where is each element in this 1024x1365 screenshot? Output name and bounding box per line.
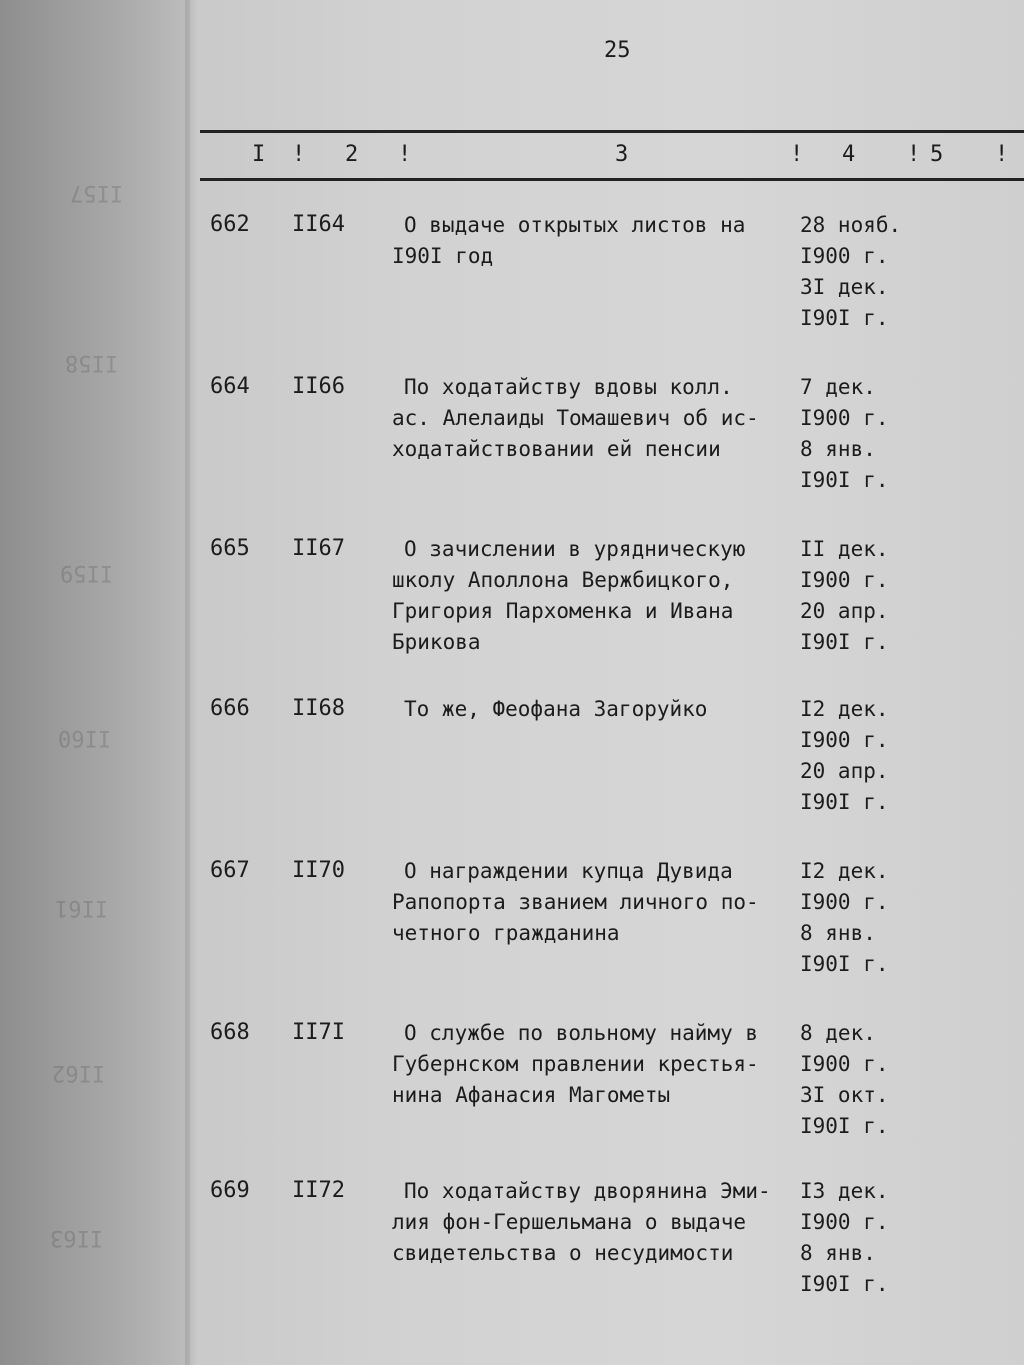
row-date-line: I900 г. [800,244,889,268]
row-dates [800,534,889,658]
row-dates [800,856,889,980]
row-title-line: свидетельства о несудимости [392,1241,734,1265]
row-date-line: 20 апр. [800,759,889,783]
header-col-5: 5 [930,142,944,167]
row-file-id: II67 [292,536,345,561]
row-dates [800,372,889,496]
table-header [0,142,1024,172]
row-title-line: I90I год [392,244,494,268]
header-col-4: 4 [842,142,856,167]
header-separator: ! [790,142,804,167]
page-fold-shadow [185,0,197,1365]
row-number: 666 [210,696,250,721]
bleed-through-number: II57 [70,180,123,205]
facing-page-edge [0,0,190,1365]
row-date-line: I900 г. [800,1210,889,1234]
row-title-line: Губернском правлении крестья- [392,1052,759,1076]
header-separator: ! [995,142,1009,167]
row-date-line: 3I дек. [800,275,889,299]
bleed-through-number: II59 [60,560,113,585]
row-title-line: О выдаче открытых листов на [404,213,746,237]
bleed-through-number: II60 [58,725,111,750]
row-date-line: 20 апр. [800,599,889,623]
row-title-line: Брикова [392,630,481,654]
header-col-1: I [252,142,266,167]
row-title [392,534,782,658]
row-date-line: I90I г. [800,306,889,330]
table-header-rule [200,178,1024,181]
row-date-line: 3I окт. [800,1083,889,1107]
row-title-line: По ходатайству дворянина Эми- [404,1179,771,1203]
row-title [392,372,782,465]
row-title-line: О зачислении в урядническую [404,537,746,561]
row-date-line: 7 дек. [800,375,876,399]
row-number: 667 [210,858,250,883]
row-date-line: I2 дек. [800,859,889,883]
row-title-line: лия фон-Гершельмана о выдаче [392,1210,747,1234]
page-number: 25 [604,38,631,63]
row-date-line: I90I г. [800,630,889,654]
row-title-line: школу Аполлона Вержбицкого, [392,568,734,592]
row-date-line: I3 дек. [800,1179,889,1203]
bleed-through-number: II58 [65,350,118,375]
row-title-line: четного гражданина [392,921,620,945]
row-date-line: 8 дек. [800,1021,876,1045]
row-dates [800,1176,889,1300]
header-separator: ! [292,142,306,167]
row-date-line: 8 янв. [800,1241,876,1265]
header-separator: ! [398,142,412,167]
row-title-line: нина Афанасия Магометы [392,1083,671,1107]
row-title-line: ходатайствовании ей пенсии [392,437,721,461]
row-number: 669 [210,1178,250,1203]
row-title-line: О службе по вольному найму в [404,1021,759,1045]
row-file-id: II70 [292,858,345,883]
row-title [392,1176,782,1269]
row-file-id: II7I [292,1020,345,1045]
row-number: 668 [210,1020,250,1045]
row-title [392,856,782,949]
row-number: 664 [210,374,250,399]
row-date-line: I900 г. [800,1052,889,1076]
row-file-id: II66 [292,374,345,399]
row-number: 665 [210,536,250,561]
row-title [392,210,782,272]
row-title-line: О награждении купца Дувида [404,859,733,883]
table-top-rule [200,130,1024,133]
row-title [392,1018,782,1111]
bleed-through-number: II63 [50,1225,103,1250]
row-date-line: 8 янв. [800,921,876,945]
header-col-2: 2 [345,142,359,167]
row-date-line: I900 г. [800,568,889,592]
row-date-line: I2 дек. [800,697,889,721]
row-date-line: I90I г. [800,1272,889,1296]
row-date-line: I90I г. [800,1114,889,1138]
row-title-line: Григория Пархоменка и Ивана [392,599,734,623]
row-title [392,694,782,725]
row-date-line: II дек. [800,537,889,561]
row-dates [800,210,901,334]
row-date-line: I90I г. [800,790,889,814]
row-date-line: I900 г. [800,890,889,914]
header-col-3: 3 [615,142,629,167]
row-date-line: 28 нояб. [800,213,902,237]
row-date-line: I900 г. [800,728,889,752]
row-number: 662 [210,212,250,237]
bleed-through-number: II62 [52,1060,105,1085]
row-file-id: II72 [292,1178,345,1203]
row-title-line: То же, Феофана Загоруйко [404,697,708,721]
header-separator: ! [907,142,921,167]
row-date-line: I90I г. [800,468,889,492]
row-file-id: II64 [292,212,345,237]
row-dates [800,694,889,818]
row-title-line: По ходатайству вдовы колл. [404,375,733,399]
row-date-line: I90I г. [800,952,889,976]
row-file-id: II68 [292,696,345,721]
bleed-through-number: II61 [55,895,108,920]
row-dates [800,1018,889,1142]
row-title-line: Рапопорта званием личного по- [392,890,759,914]
row-date-line: 8 янв. [800,437,876,461]
row-title-line: ас. Алелаиды Томашевич об ис- [392,406,759,430]
row-date-line: I900 г. [800,406,889,430]
